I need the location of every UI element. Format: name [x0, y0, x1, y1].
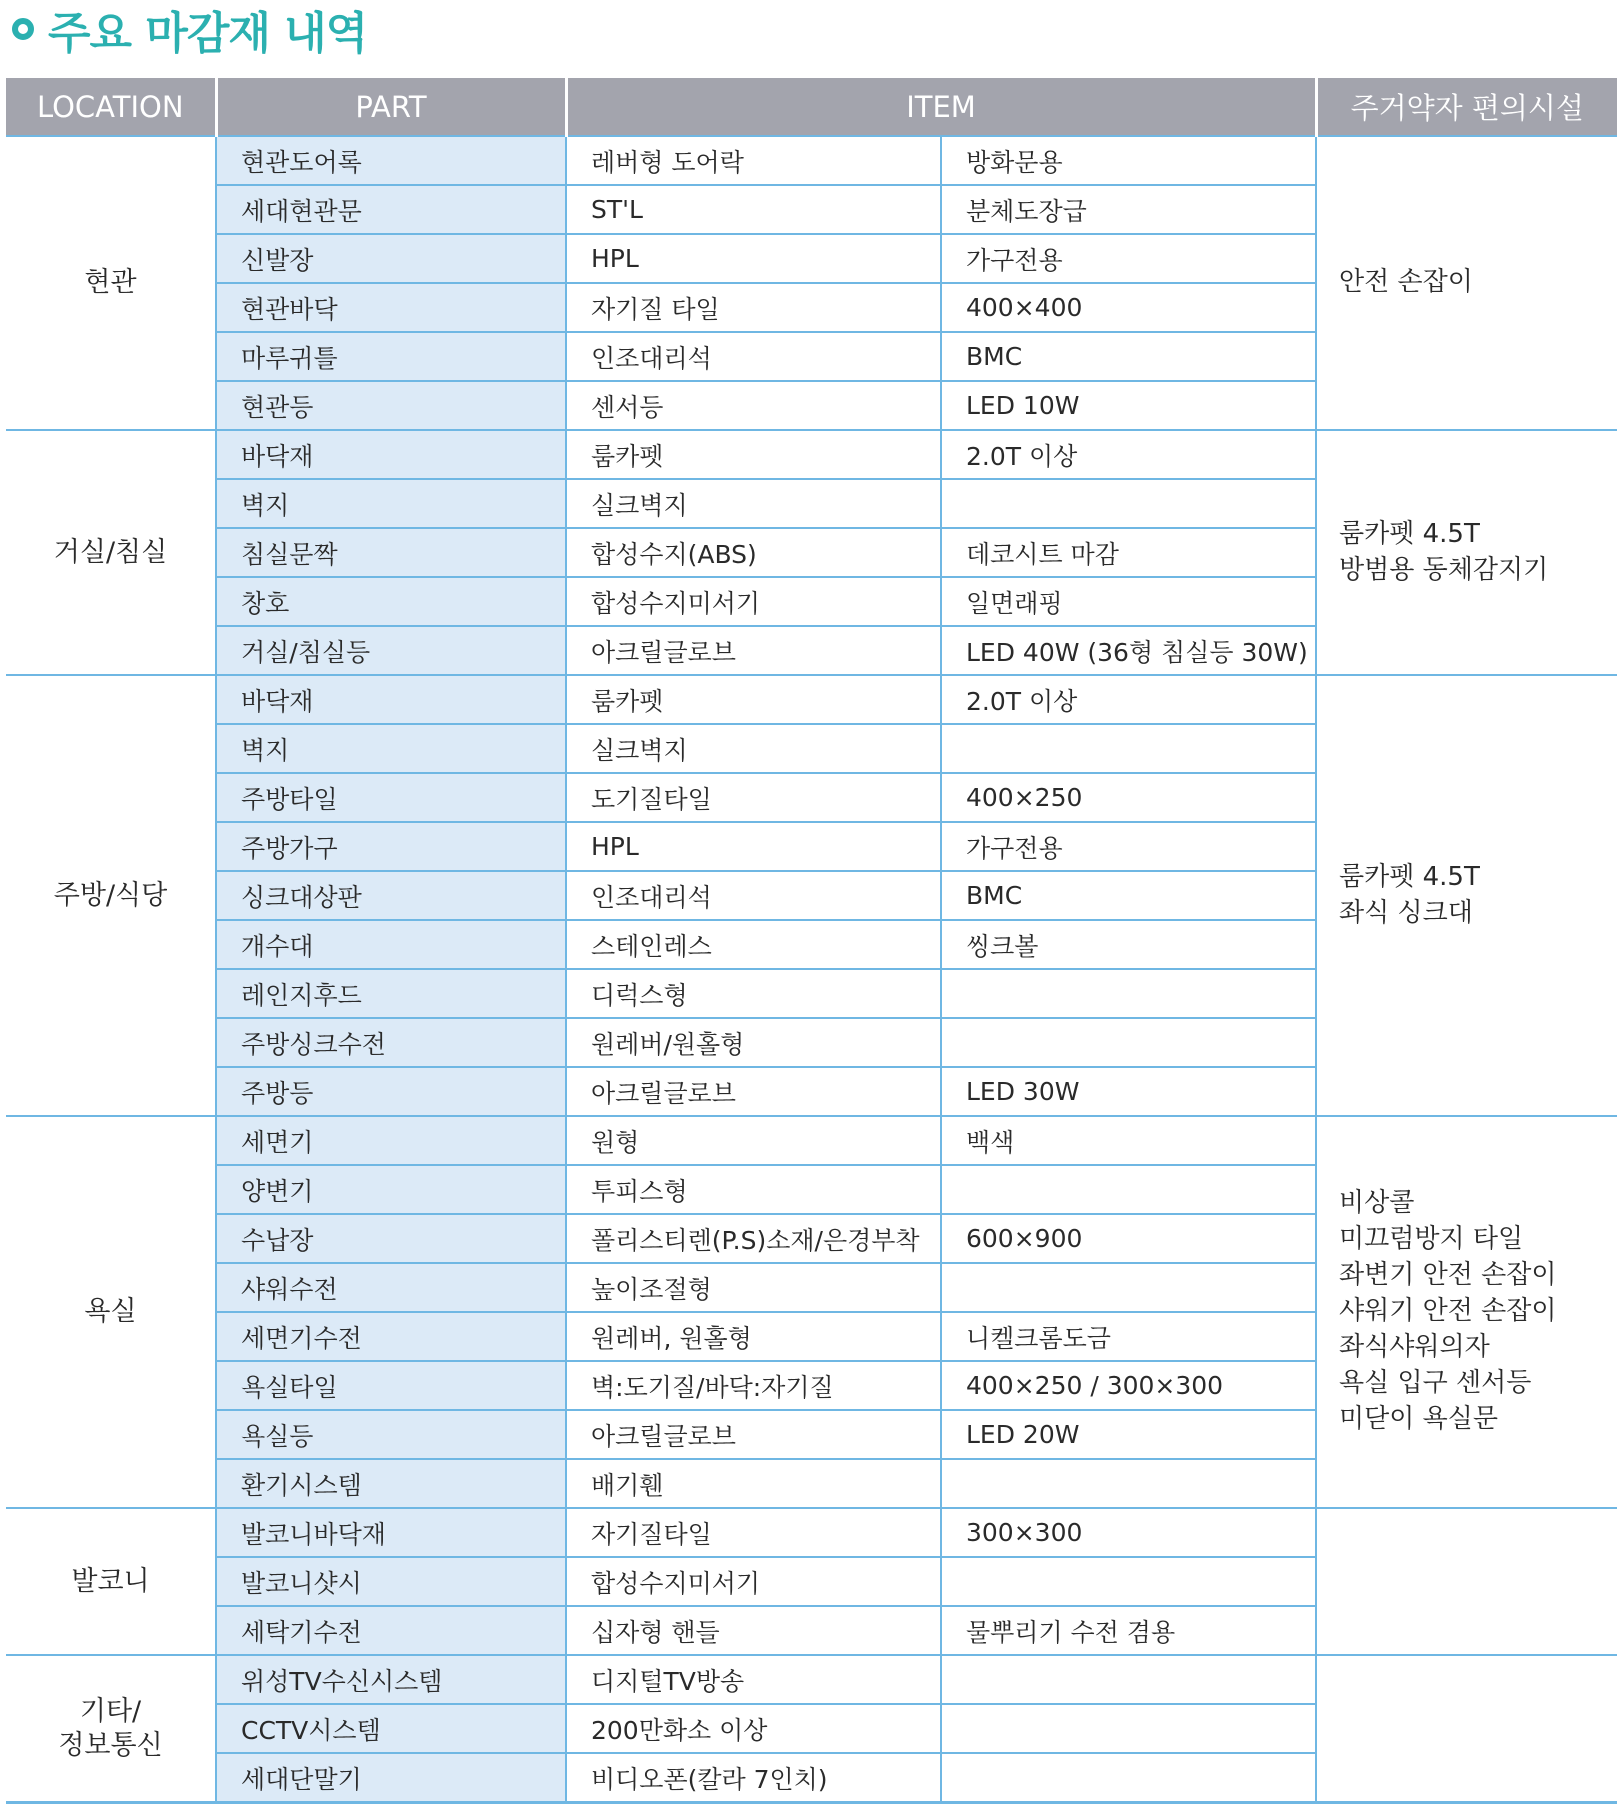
- item-detail-cell: 400×250 / 300×300: [941, 1361, 1316, 1410]
- part-cell: 욕실타일: [216, 1361, 566, 1410]
- item-detail-cell: 물뿌리기 수전 겸용: [941, 1606, 1316, 1655]
- location-label: 현관: [84, 267, 137, 299]
- item-detail-cell: LED 10W: [941, 381, 1316, 430]
- item-detail-cell: [941, 1165, 1316, 1214]
- item-detail-cell: 분체도장급: [941, 185, 1316, 234]
- item-spec-cell: 배기휀: [566, 1459, 941, 1508]
- circle-bullet-icon: [12, 18, 34, 40]
- item-spec-cell: 원형: [566, 1116, 941, 1165]
- item-spec-cell: 비디오폰(칼라 7인치): [566, 1753, 941, 1803]
- item-detail-cell: [941, 1263, 1316, 1312]
- item-spec-cell: 원레버/원홀형: [566, 1018, 941, 1067]
- item-detail-cell: LED 20W: [941, 1410, 1316, 1459]
- convenience-item: 좌식 싱크대: [1339, 897, 1473, 928]
- item-detail-cell: 2.0T 이상: [941, 430, 1316, 479]
- convenience-item: 룸카펫 4.5T: [1339, 861, 1480, 892]
- item-detail-cell: [941, 724, 1316, 773]
- item-spec-cell: 인조대리석: [566, 332, 941, 381]
- convenience-item: 안전 손잡이: [1339, 267, 1473, 298]
- item-spec-cell: 자기질타일: [566, 1508, 941, 1557]
- location-cell: [6, 1508, 216, 1655]
- item-spec-cell: 룸카펫: [566, 675, 941, 724]
- part-cell: CCTV시스템: [216, 1704, 566, 1753]
- item-detail-cell: LED 40W (36형 침실등 30W): [941, 626, 1316, 675]
- table-row: [6, 675, 1617, 724]
- location-label: 기타/: [79, 1695, 142, 1727]
- item-spec-cell: 아크릴글로브: [566, 1067, 941, 1116]
- page-title-block: [12, 0, 367, 58]
- item-detail-cell: [941, 969, 1316, 1018]
- part-cell: 세대현관문: [216, 185, 566, 234]
- part-cell: 발코니바닥재: [216, 1508, 566, 1557]
- part-cell: 세대단말기: [216, 1753, 566, 1803]
- convenience-cell: [1316, 430, 1617, 675]
- item-spec-cell: 200만화소 이상: [566, 1704, 941, 1753]
- part-cell: 싱크대상판: [216, 871, 566, 920]
- part-cell: 개수대: [216, 920, 566, 969]
- location-cell: [6, 1116, 216, 1508]
- item-detail-cell: 가구전용: [941, 822, 1316, 871]
- item-spec-cell: 레버형 도어락: [566, 136, 941, 185]
- item-spec-cell: HPL: [566, 822, 941, 871]
- convenience-item: 욕실 입구 센서등: [1339, 1367, 1532, 1398]
- convenience-cell: [1316, 675, 1617, 1116]
- table-row: [6, 136, 1617, 185]
- part-cell: 현관등: [216, 381, 566, 430]
- item-spec-cell: 원레버, 원홀형: [566, 1312, 941, 1361]
- convenience-cell: [1316, 1116, 1617, 1508]
- item-detail-cell: 백색: [941, 1116, 1316, 1165]
- item-spec-cell: 벽:도기질/바닥:자기질: [566, 1361, 941, 1410]
- convenience-cell: [1316, 1508, 1617, 1655]
- item-spec-cell: 아크릴글로브: [566, 1410, 941, 1459]
- part-cell: 수납장: [216, 1214, 566, 1263]
- item-spec-cell: ST'L: [566, 185, 941, 234]
- item-spec-cell: 스테인레스: [566, 920, 941, 969]
- location-label: 욕실: [84, 1296, 137, 1328]
- convenience-item: 비상콜: [1339, 1188, 1415, 1219]
- item-detail-cell: [941, 1459, 1316, 1508]
- item-spec-cell: 폴리스티렌(P.S)소재/은경부착: [566, 1214, 941, 1263]
- part-cell: 거실/침실등: [216, 626, 566, 675]
- table-body: [6, 136, 1617, 1803]
- item-detail-cell: 씽크볼: [941, 920, 1316, 969]
- convenience-item: 룸카펫 4.5T: [1339, 518, 1480, 549]
- location-label: 정보통신: [58, 1729, 163, 1761]
- part-cell: 양변기: [216, 1165, 566, 1214]
- item-detail-cell: 300×300: [941, 1508, 1316, 1557]
- convenience-cell: [1316, 1655, 1617, 1803]
- part-cell: 세면기수전: [216, 1312, 566, 1361]
- item-detail-cell: [941, 1704, 1316, 1753]
- location-label: 주방/식당: [53, 879, 168, 911]
- item-spec-cell: 도기질타일: [566, 773, 941, 822]
- convenience-cell: [1316, 136, 1617, 430]
- part-cell: 벽지: [216, 479, 566, 528]
- part-cell: 벽지: [216, 724, 566, 773]
- item-spec-cell: 룸카펫: [566, 430, 941, 479]
- item-detail-cell: 니켈크롬도금: [941, 1312, 1316, 1361]
- item-spec-cell: 실크벽지: [566, 479, 941, 528]
- table-row: [6, 430, 1617, 479]
- part-cell: 신발장: [216, 234, 566, 283]
- header-item: ITEM: [566, 78, 1316, 136]
- item-spec-cell: 실크벽지: [566, 724, 941, 773]
- part-cell: 주방가구: [216, 822, 566, 871]
- part-cell: 침실문짝: [216, 528, 566, 577]
- page-title: 주요 마감재 내역: [48, 8, 368, 59]
- finish-materials-table: [6, 78, 1617, 1804]
- item-spec-cell: 디럭스형: [566, 969, 941, 1018]
- item-detail-cell: BMC: [941, 332, 1316, 381]
- item-detail-cell: [941, 1753, 1316, 1803]
- part-cell: 위성TV수신시스템: [216, 1655, 566, 1704]
- item-detail-cell: 400×400: [941, 283, 1316, 332]
- location-cell: [6, 136, 216, 430]
- part-cell: 바닥재: [216, 430, 566, 479]
- item-spec-cell: 합성수지미서기: [566, 1557, 941, 1606]
- part-cell: 샤워수전: [216, 1263, 566, 1312]
- item-spec-cell: 투피스형: [566, 1165, 941, 1214]
- item-spec-cell: 십자형 핸들: [566, 1606, 941, 1655]
- item-detail-cell: 데코시트 마감: [941, 528, 1316, 577]
- item-spec-cell: 합성수지미서기: [566, 577, 941, 626]
- part-cell: 마루귀틀: [216, 332, 566, 381]
- convenience-item: 좌식샤워의자: [1339, 1331, 1490, 1362]
- part-cell: 세면기: [216, 1116, 566, 1165]
- location-label: 거실/침실: [53, 536, 168, 568]
- item-spec-cell: HPL: [566, 234, 941, 283]
- item-detail-cell: BMC: [941, 871, 1316, 920]
- convenience-item: 좌변기 안전 손잡이: [1339, 1260, 1557, 1291]
- part-cell: 세탁기수전: [216, 1606, 566, 1655]
- item-detail-cell: [941, 479, 1316, 528]
- location-cell: [6, 675, 216, 1116]
- part-cell: 욕실등: [216, 1410, 566, 1459]
- item-spec-cell: 합성수지(ABS): [566, 528, 941, 577]
- header-location: LOCATION: [6, 78, 216, 136]
- part-cell: 주방타일: [216, 773, 566, 822]
- item-detail-cell: 일면래핑: [941, 577, 1316, 626]
- header-convenience: 주거약자 편의시설: [1316, 78, 1617, 136]
- part-cell: 바닥재: [216, 675, 566, 724]
- table-row: [6, 1116, 1617, 1165]
- part-cell: 주방등: [216, 1067, 566, 1116]
- item-detail-cell: LED 30W: [941, 1067, 1316, 1116]
- part-cell: 레인지후드: [216, 969, 566, 1018]
- convenience-item: 미닫이 욕실문: [1339, 1403, 1498, 1434]
- convenience-item: 샤워기 안전 손잡이: [1339, 1296, 1557, 1327]
- part-cell: 환기시스템: [216, 1459, 566, 1508]
- item-spec-cell: 인조대리석: [566, 871, 941, 920]
- item-detail-cell: 방화문용: [941, 136, 1316, 185]
- location-cell: [6, 430, 216, 675]
- table-row: [6, 1508, 1617, 1557]
- item-detail-cell: 600×900: [941, 1214, 1316, 1263]
- item-detail-cell: 2.0T 이상: [941, 675, 1316, 724]
- part-cell: 창호: [216, 577, 566, 626]
- convenience-item: 방범용 동체감지기: [1339, 554, 1549, 585]
- item-spec-cell: 아크릴글로브: [566, 626, 941, 675]
- item-detail-cell: [941, 1557, 1316, 1606]
- part-cell: 발코니샷시: [216, 1557, 566, 1606]
- item-spec-cell: 자기질 타일: [566, 283, 941, 332]
- item-spec-cell: 디지털TV방송: [566, 1655, 941, 1704]
- item-detail-cell: 400×250: [941, 773, 1316, 822]
- location-cell: [6, 1655, 216, 1803]
- part-cell: 현관바닥: [216, 283, 566, 332]
- part-cell: 현관도어록: [216, 136, 566, 185]
- item-spec-cell: 높이조절형: [566, 1263, 941, 1312]
- table-header-row: [6, 78, 1617, 136]
- header-part: PART: [216, 78, 566, 136]
- item-detail-cell: [941, 1018, 1316, 1067]
- convenience-item: 미끄럼방지 타일: [1339, 1224, 1524, 1255]
- item-detail-cell: 가구전용: [941, 234, 1316, 283]
- table-row: [6, 1655, 1617, 1704]
- location-label: 발코니: [71, 1565, 150, 1597]
- item-spec-cell: 센서등: [566, 381, 941, 430]
- part-cell: 주방싱크수전: [216, 1018, 566, 1067]
- item-detail-cell: [941, 1655, 1316, 1704]
